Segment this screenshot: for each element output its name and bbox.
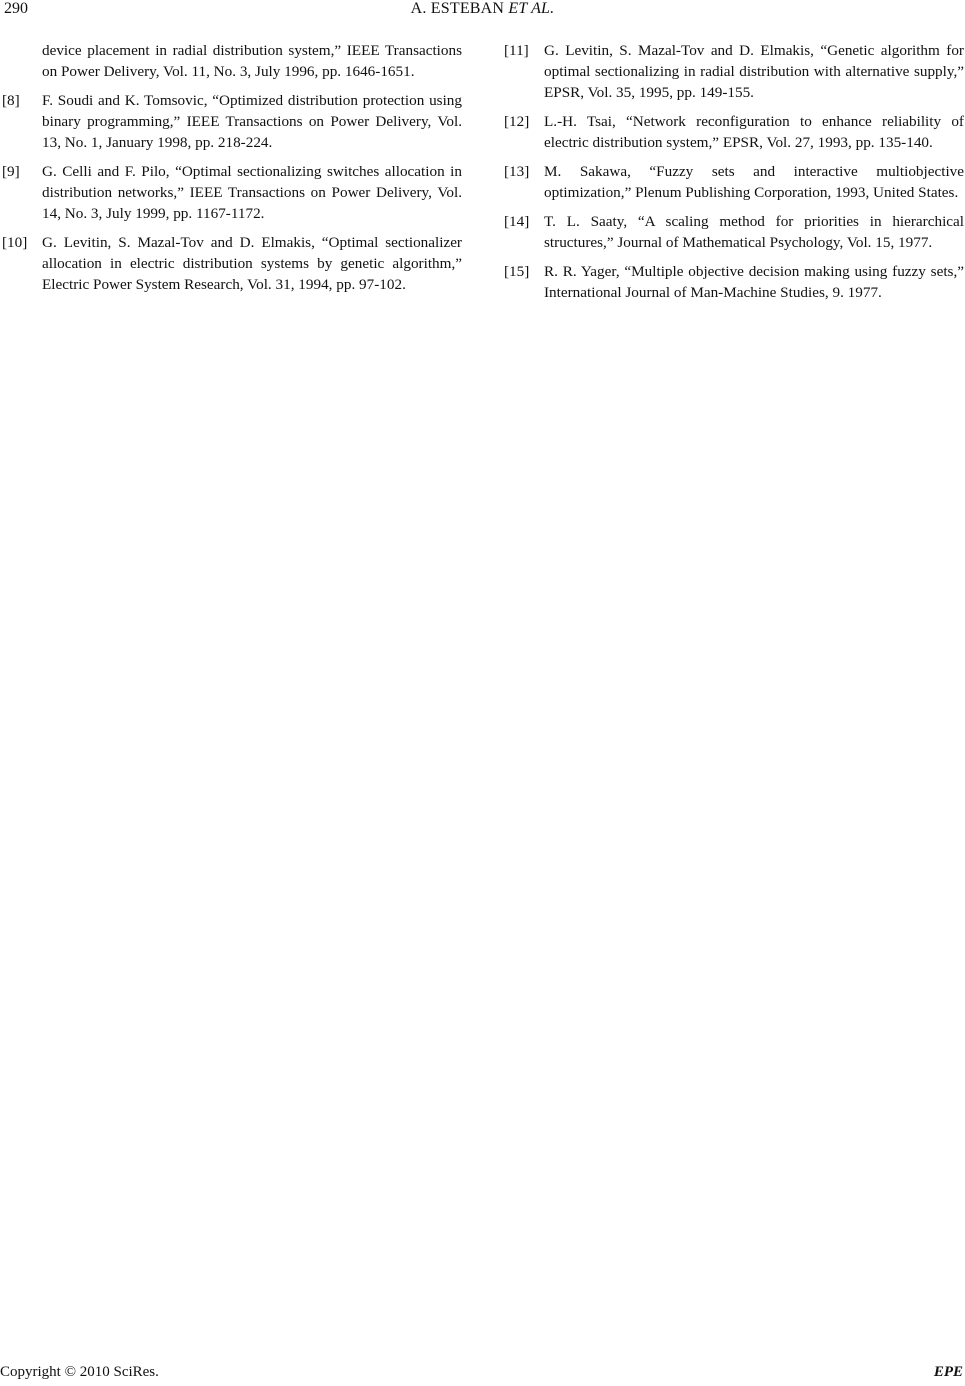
reference-number: [15] (504, 263, 530, 280)
reference-continuation: device placement in radial distribution system,” IEEE Transactions on Power Delivery, Vol. 11, No. 3, July 1996, pp. 1646-1651. (42, 42, 462, 80)
reference-item (502, 111, 964, 153)
page-number: 290 (4, 0, 28, 17)
reference-text: T. L. Saaty, “A scaling method for priorities in hierarchical structures,” Journal of Mathematical Psychology, Vol. 15, 1977. (544, 213, 964, 251)
left-column (0, 40, 462, 303)
reference-number: [13] (504, 163, 530, 180)
reference-number: [9] (2, 163, 20, 180)
reference-number: [8] (2, 92, 20, 109)
reference-item (0, 161, 462, 224)
reference-text: M. Sakawa, “Fuzzy sets and interactive multiobjective optimization,” Plenum Publishing Corporation, 1993, United States. (544, 163, 964, 201)
reference-text: G. Levitin, S. Mazal-Tov and D. Elmakis, “Genetic algorithm for optimal sectionalizing in radial distribution with alternative supply,” EPSR, Vol. 35, 1995, pp. 149-155. (544, 42, 964, 101)
reference-text: R. R. Yager, “Multiple objective decision making using fuzzy sets,” International Journal of Man-Machine Studies, 9. 1977. (544, 263, 964, 301)
footer-copyright: Copyright © 2010 SciRes. (0, 1364, 159, 1380)
reference-item (502, 211, 964, 253)
reference-number: [12] (504, 113, 530, 130)
reference-number: [14] (504, 213, 530, 230)
footer-journal: EPE (933, 1364, 963, 1380)
running-head-author: A. ESTEBAN (410, 0, 505, 17)
reference-text: G. Levitin, S. Mazal-Tov and D. Elmakis, “Optimal sectionalizer allocation in electric distribution systems by genetic algorithm,” Electric Power System Research, Vol. 31, 1994, pp. 97-102. (42, 234, 462, 293)
reference-item (502, 261, 964, 303)
running-head-et-al: ET AL. (508, 0, 555, 17)
reference-item (502, 161, 964, 203)
reference-text: G. Celli and F. Pilo, “Optimal sectionalizing switches allocation in distribution networks,” IEEE Transactions on Power Delivery, Vol. 14, No. 3, July 1999, pp. 1167-1172. (42, 163, 462, 222)
right-column (502, 40, 964, 311)
reference-item (0, 90, 462, 153)
reference-text: F. Soudi and K. Tomsovic, “Optimized distribution protection using binary programming,” IEEE Transactions on Power Delivery, Vol. 13, No. 1, January 1998, pp. 218-224. (42, 92, 462, 151)
reference-text: L.-H. Tsai, “Network reconfiguration to enhance reliability of electric distribution system,” EPSR, Vol. 27, 1993, pp. 135-140. (544, 113, 964, 151)
reference-number: [11] (504, 42, 529, 59)
reference-item (502, 40, 964, 103)
running-head (0, 0, 965, 18)
reference-item (0, 232, 462, 295)
reference-number: [10] (2, 234, 28, 251)
